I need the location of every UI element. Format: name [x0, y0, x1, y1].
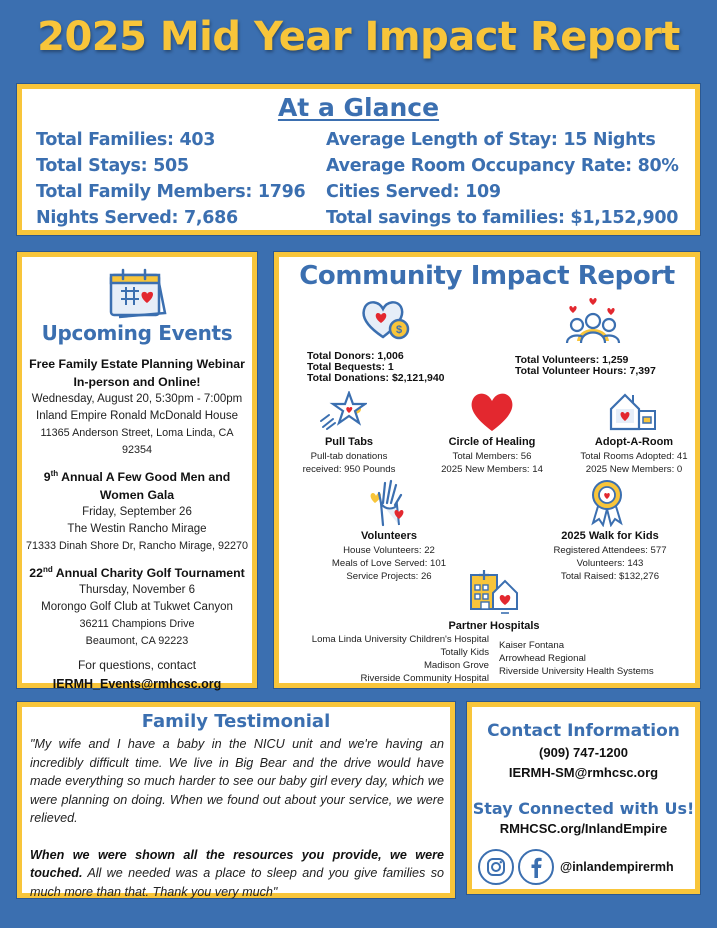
adopt-a-room-title: Adopt-A-Room [594, 436, 674, 448]
partner-hospitals-left-list [312, 633, 489, 685]
report-title: 2025 Mid Year Impact Report [37, 14, 680, 60]
upcoming-events-heading: Upcoming Events [41, 321, 233, 345]
community-impact-heading: Community Impact Report [299, 261, 675, 291]
hospital-item: Madison Grove [423, 660, 489, 671]
event-venue: The Westin Rancho Mirage [67, 523, 207, 536]
partner-hospitals-right-list [499, 639, 654, 678]
raised-hand-icon [365, 479, 411, 527]
stat-total-bequests: Total Bequests: 1 [307, 361, 394, 373]
volunteer-total-stats [515, 355, 656, 377]
stat-total-donors: Total Donors: 1,006 [307, 350, 404, 362]
testimonial-heading: Family Testimonial [141, 711, 331, 732]
social-links [478, 849, 674, 885]
donor-stats [307, 351, 445, 384]
at-a-glance-panel [17, 84, 700, 235]
partner-hospitals-title: Partner Hospitals [448, 620, 540, 632]
facebook-icon[interactable] [518, 849, 554, 885]
testimonial-paragraph-2: When we were shown all the resources you provide, we were touched. All we needed was a place to sleep and you give families so much more than that. Thank you very much" [30, 847, 444, 899]
stat-total-families: Total Families: 403 [36, 130, 216, 150]
stat-total-savings: Total savings to families: $1,152,900 [326, 208, 679, 228]
walk-for-kids-title: 2025 Walk for Kids [561, 530, 659, 542]
stat-total-stays: Total Stays: 505 [36, 156, 189, 176]
event-date: Friday, September 26 [82, 506, 192, 519]
volunteers-block: Volunteers House Volunteers: 22 Meals of Love Served: 101 Service Projects: 26 [309, 529, 469, 583]
event-date: Thursday, November 6 [78, 584, 196, 597]
family-testimonial-panel [17, 702, 455, 898]
stat-total-donations: Total Donations: $2,121,940 [307, 372, 445, 384]
event-address: 36211 Champions Drive [79, 618, 195, 631]
stat-nights-served: Nights Served: 7,686 [36, 208, 238, 228]
event-gala [22, 465, 252, 555]
adopt-a-room-block: Adopt-A-Room Total Rooms Adopted: 41 2025 New Members: 0 [569, 435, 699, 476]
event-title: 9th Annual A Few Good Men and [43, 469, 231, 485]
event-title: Free Family Estate Planning Webinar [29, 357, 245, 371]
glance-left-column [36, 127, 305, 231]
social-handle[interactable]: @inlandempirermh [560, 860, 674, 874]
volunteers-group-icon [561, 295, 625, 345]
at-a-glance-heading: At a Glance [277, 93, 440, 122]
event-estate-planning-webinar [22, 355, 252, 459]
hospital-item: Loma Linda University Children's Hospital [311, 634, 489, 645]
event-venue: Morongo Golf Club at Tukwet Canyon [41, 601, 233, 614]
heart-donation-icon [359, 297, 413, 343]
event-city: Beaumont, CA 92223 [85, 635, 189, 648]
partner-hospitals-block [439, 619, 549, 634]
glance-right-column [326, 127, 679, 231]
event-title-line2: Women Gala [99, 488, 175, 503]
testimonial-paragraph-1: "My wife and I have a baby in the NICU unit and we're having an incredibly difficult time. We live in Big Bear and the drive would have made everything so much harder to see our baby girl every day, which we were planning on doing. When we found out about your service, we were relieved. [30, 737, 444, 825]
star-heart-icon [319, 391, 367, 431]
hospital-item: Arrowhead Regional [499, 653, 586, 664]
event-subtitle: In-person and Online! [73, 375, 201, 389]
events-contact-email[interactable]: IERMH_Events@rmhcsc.org [52, 677, 222, 692]
contact-heading: Contact Information [487, 721, 680, 741]
stat-total-volunteers: Total Volunteers: 1,259 [515, 354, 629, 366]
event-datetime: Wednesday, August 20, 5:30pm - 7:00pm [31, 393, 243, 405]
pull-tabs-title: Pull Tabs [324, 436, 374, 448]
volunteers-title: Volunteers [360, 530, 418, 542]
event-title: 22nd Annual Charity Golf Tournament [29, 565, 245, 581]
stay-connected-heading: Stay Connected with Us! [472, 799, 695, 818]
contact-phone[interactable]: (909) 747-1200 [539, 745, 628, 760]
calendar-heart-icon [107, 267, 169, 319]
event-address: 11365 Anderson Street, Loma Linda, CA [40, 427, 234, 439]
community-impact-panel [274, 252, 700, 688]
hospital-item: Totally Kids [440, 647, 489, 658]
instagram-icon[interactable] [478, 849, 514, 885]
contact-website[interactable]: RMHCSC.org/InlandEmpire [499, 821, 668, 836]
stat-cities-served: Cities Served: 109 [326, 182, 501, 202]
ribbon-award-icon [587, 479, 627, 527]
contact-email[interactable]: IERMH-SM@rmhcsc.org [508, 765, 659, 780]
testimonial-quote [30, 735, 444, 901]
svg-text:$: $ [395, 324, 403, 336]
hospital-building-icon [467, 567, 521, 617]
event-zip: 92354 [121, 444, 153, 456]
house-heart-icon [607, 391, 659, 433]
walk-for-kids-block: 2025 Walk for Kids Registered Attendees: 577 Volunteers: 143 Total Raised: $132,276 [537, 529, 683, 583]
circle-of-healing-title: Circle of Healing [448, 436, 536, 448]
hospital-item: Kaiser Fontana [499, 640, 565, 651]
stat-occupancy-rate: Average Room Occupancy Rate: 80% [326, 156, 679, 176]
events-contact-label: For questions, contact [77, 658, 197, 673]
event-venue: Inland Empire Ronald McDonald House [36, 410, 238, 422]
stat-avg-length-of-stay: Average Length of Stay: 15 Nights [326, 130, 656, 150]
heart-icon [469, 391, 515, 433]
circle-of-healing-block: Circle of Healing Total Members: 56 2025 New Members: 14 [419, 435, 565, 476]
pull-tabs-block: Pull Tabs Pull-tab donations received: 950 Pounds [279, 435, 419, 476]
stat-total-family-members: Total Family Members: 1796 [36, 182, 306, 202]
hospital-item: Riverside University Health Systems [499, 666, 654, 677]
event-address: 71333 Dinah Shore Dr, Rancho Mirage, 92270 [25, 540, 249, 553]
hospital-item: Riverside Community Hospital [360, 673, 489, 684]
contact-information-panel [467, 702, 700, 894]
upcoming-events-panel [17, 252, 257, 692]
events-list [22, 355, 252, 693]
event-golf-tournament [22, 561, 252, 650]
stat-total-volunteer-hours: Total Volunteer Hours: 7,397 [515, 365, 656, 377]
